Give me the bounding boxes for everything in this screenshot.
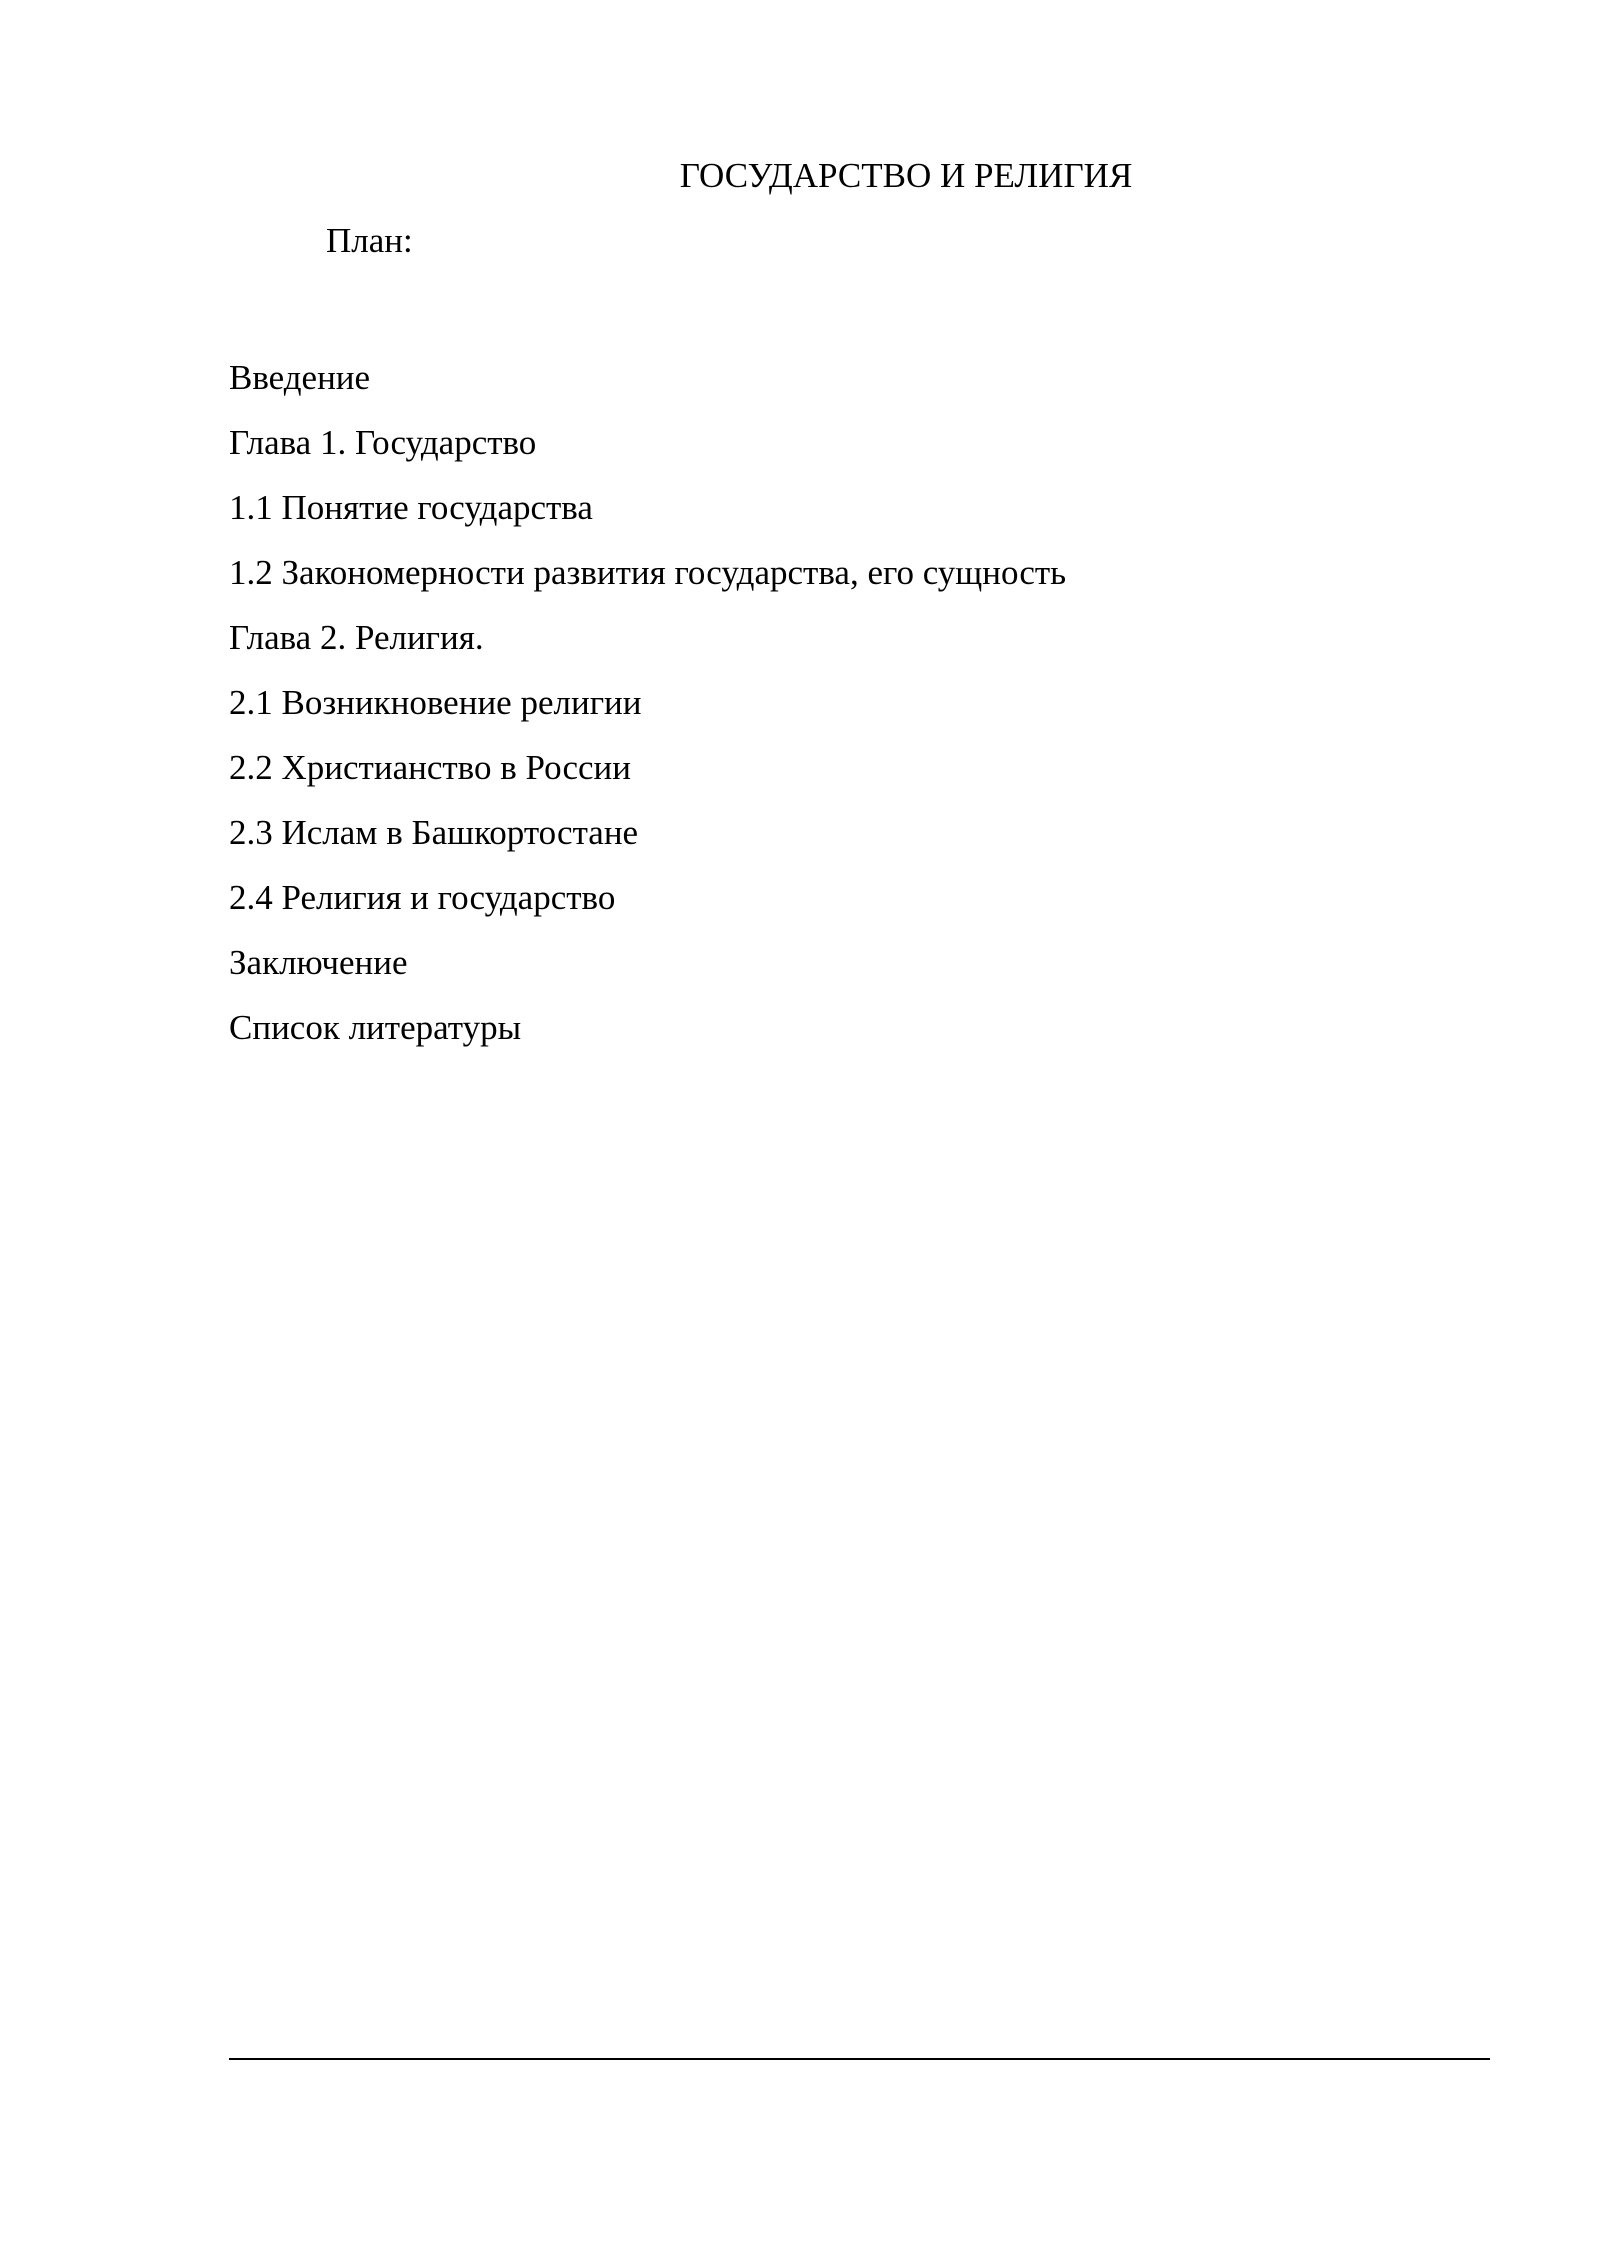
toc-item-introduction: Введение bbox=[229, 358, 371, 397]
footnote-separator-line bbox=[229, 2058, 1490, 2060]
toc-item-chapter-1: Глава 1. Государство bbox=[229, 423, 537, 462]
toc-item-section-2-3: 2.3 Ислам в Башкортостане bbox=[229, 813, 639, 852]
toc-item-bibliography: Список литературы bbox=[229, 1008, 522, 1047]
toc-item-section-2-2: 2.2 Христианство в России bbox=[229, 748, 631, 787]
toc-item-conclusion: Заключение bbox=[229, 943, 408, 982]
toc-item-section-1-2: 1.2 Закономерности развития государства, его сущность bbox=[229, 553, 1067, 592]
toc-item-chapter-2: Глава 2. Религия. bbox=[229, 618, 484, 657]
document-title: ГОСУДАРСТВО И РЕЛИГИЯ bbox=[679, 156, 1133, 195]
toc-item-section-2-4: 2.4 Религия и государство bbox=[229, 878, 616, 917]
table-of-contents bbox=[229, 345, 1066, 1060]
plan-heading: План: bbox=[326, 221, 413, 260]
toc-item-section-2-1: 2.1 Возникновение религии bbox=[229, 683, 642, 722]
toc-item-section-1-1: 1.1 Понятие государства bbox=[229, 488, 593, 527]
